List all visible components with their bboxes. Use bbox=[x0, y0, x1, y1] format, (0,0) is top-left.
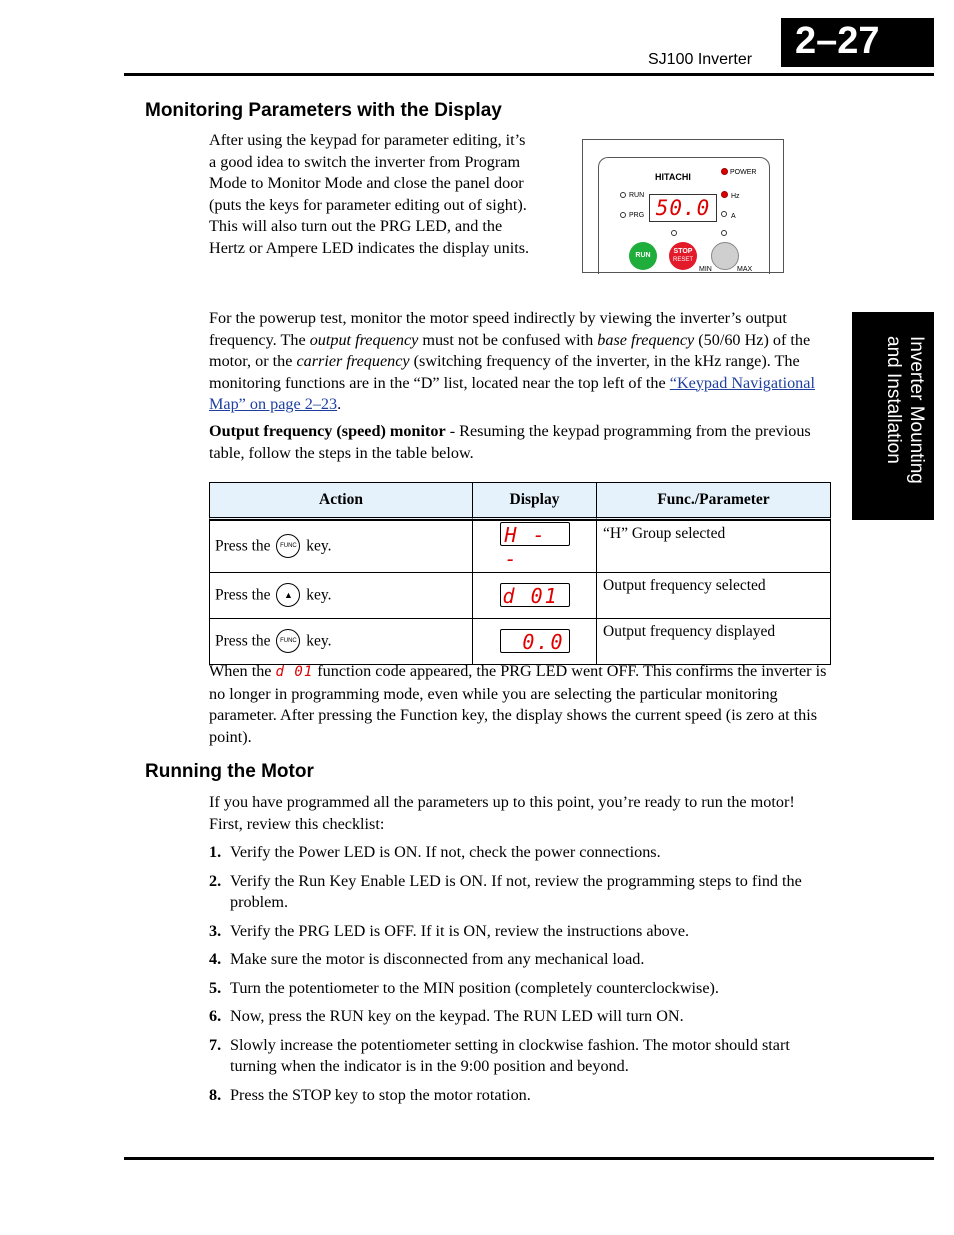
monitor-steps-table bbox=[209, 482, 831, 665]
func-cell: Output frequency selected bbox=[596, 572, 831, 618]
inline-function-code: d 01 bbox=[275, 664, 314, 680]
list-item: 2. Verify the Run Key Enable LED is ON. If not, review the programming steps to find the problem. bbox=[209, 871, 802, 911]
display-cell bbox=[472, 572, 596, 618]
header-rule bbox=[124, 73, 934, 76]
hz-led-label: Hz bbox=[731, 193, 740, 200]
pot-enable-led bbox=[721, 230, 727, 236]
powerup-test-paragraph: For the powerup test, monitor the motor speed indirectly by viewing the inverter’s output frequency. The output frequency must not be confused with base frequency (50/60 Hz) of the motor, or the carrier frequency (switching frequency of the inverter, in the kHz range). The monitoring functions are in the “D” list, located near the top left of the “Keypad Navigational Map” on page 2–23. bbox=[209, 309, 815, 413]
lcd-readout: d 01 bbox=[500, 583, 570, 607]
list-item: 3. Verify the PRG LED is OFF. If it is ON, review the instructions above. bbox=[209, 921, 690, 940]
func-cell: Output frequency displayed bbox=[596, 618, 831, 665]
power-led bbox=[721, 168, 728, 175]
a-led-label: A bbox=[731, 213, 736, 220]
keypad-illustration bbox=[582, 139, 784, 273]
action-cell: Press the FUNC key. bbox=[209, 520, 472, 572]
up-arrow-key-icon: ▲ bbox=[276, 583, 300, 607]
list-item: 6. Now, press the RUN key on the keypad. The RUN LED will turn ON. bbox=[209, 1007, 684, 1025]
action-cell: Press the ▲ key. bbox=[209, 572, 472, 618]
func-cell: “H” Group selected bbox=[596, 520, 831, 572]
action-cell: Press the FUNC key. bbox=[209, 618, 472, 665]
prg-led bbox=[620, 212, 626, 218]
col-header-display: Display bbox=[472, 482, 596, 520]
intro-paragraph: After using the keypad for parameter editing, it’s a good idea to switch the inverter from Program Mode to Monitor Mode and close the panel door (puts the keys for parameter editing out of sight). This will also turn out the PRG LED, and the Hertz or Ampere LED indicates the display units. bbox=[209, 131, 530, 257]
prg-led-label: PRG bbox=[629, 212, 645, 219]
pot-max-label: MAX bbox=[737, 266, 753, 273]
lcd-readout: 0.0 bbox=[500, 629, 570, 653]
reset-key-label: RESET bbox=[672, 257, 693, 263]
run-led bbox=[620, 192, 626, 198]
col-header-func: Func./Parameter bbox=[596, 482, 831, 520]
pot-min-label: MIN bbox=[699, 266, 712, 273]
list-item: 8. Press the STOP key to stop the motor rotation. bbox=[209, 1085, 531, 1104]
chapter-side-tab bbox=[852, 312, 934, 520]
func-key-icon: FUNC bbox=[276, 534, 300, 558]
list-item: 5. Turn the potentiometer to the MIN position (completely counterclockwise). bbox=[209, 978, 719, 997]
side-tab-line1: Inverter Mounting bbox=[906, 336, 927, 484]
stop-key-label: STOP bbox=[673, 248, 693, 255]
lcd-readout: H - - bbox=[500, 522, 570, 546]
running-header-title: SJ100 Inverter bbox=[648, 51, 753, 68]
run-enable-led bbox=[671, 230, 677, 236]
list-item: 1. Verify the Power LED is ON. If not, check the power connections. bbox=[209, 843, 661, 861]
side-tab-text bbox=[882, 336, 928, 484]
page-number-box: 2–27 bbox=[781, 18, 934, 67]
side-tab-line2: and Installation bbox=[883, 336, 904, 464]
col-header-action: Action bbox=[209, 482, 472, 520]
potentiometer-knob bbox=[711, 242, 739, 270]
keypad-brand: HITACHI bbox=[655, 172, 691, 182]
output-frequency-paragraph: Output frequency (speed) monitor - Resuming the keypad programming from the previous table, follow the steps in the table below. bbox=[209, 422, 811, 462]
display-cell bbox=[472, 618, 596, 665]
display-cell bbox=[472, 520, 596, 572]
a-led bbox=[721, 211, 727, 217]
list-item: 7. Slowly increase the potentiometer setting in clockwise fashion. The motor should start turning when the indicator is in the 9:00 position and beyond. bbox=[209, 1035, 790, 1075]
list-item: 4. Make sure the motor is disconnected from any mechanical load. bbox=[209, 950, 645, 968]
hz-led bbox=[721, 191, 728, 198]
table-row bbox=[209, 618, 831, 665]
checklist bbox=[209, 842, 829, 1113]
section-heading-monitoring: Monitoring Parameters with the Display bbox=[145, 100, 502, 121]
keypad-panel bbox=[598, 157, 770, 274]
run-key bbox=[629, 242, 657, 270]
checklist-intro: If you have programmed all the parameters up to this point, you’re ready to run the motor! First, review this checklist: bbox=[209, 793, 795, 833]
power-led-label: POWER bbox=[730, 169, 757, 176]
run-key-label: RUN bbox=[635, 252, 651, 259]
after-table-paragraph: When the d 01 function code appeared, the PRG LED went OFF. This confirms the inverter is no longer in programming mode, even while you are selecting the particular monitoring parameter. After pressing the Function key, the display shows the current speed (is zero at this point). bbox=[209, 662, 827, 746]
table-row bbox=[209, 572, 831, 618]
keypad-map-link[interactable]: “Keypad Navigational Map” on page 2–23 bbox=[209, 373, 815, 413]
footer-rule bbox=[124, 1157, 934, 1160]
func-key-icon: FUNC bbox=[276, 629, 300, 653]
section-heading-running-motor: Running the Motor bbox=[145, 761, 314, 782]
run-led-label: RUN bbox=[629, 192, 645, 199]
keypad-display: 50.0 bbox=[649, 194, 717, 222]
table-row bbox=[209, 520, 831, 572]
stop-reset-key bbox=[669, 242, 697, 270]
